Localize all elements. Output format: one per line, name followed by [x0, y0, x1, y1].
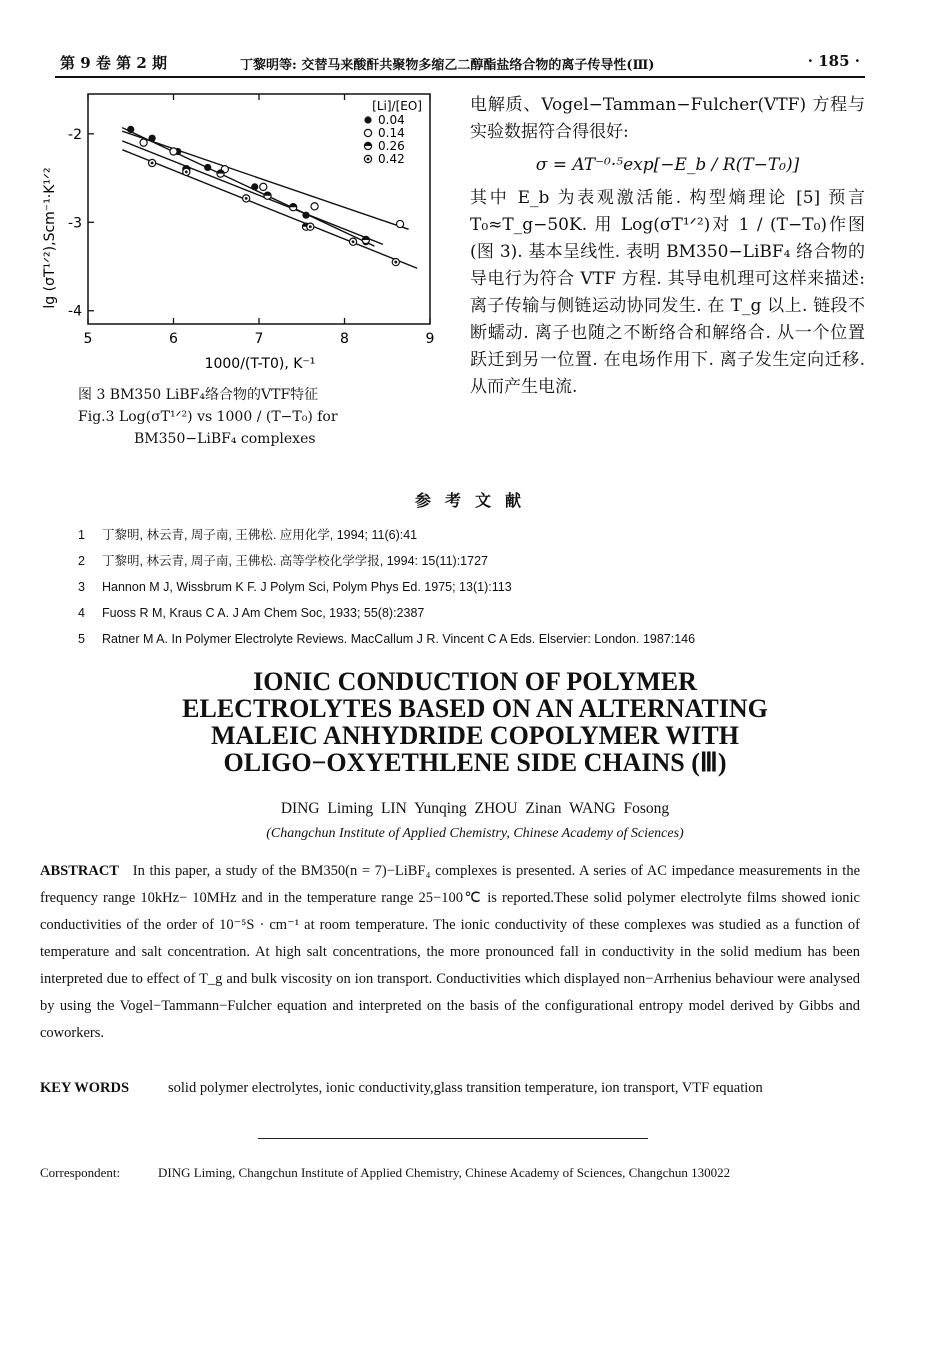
x-tick-label: 9 [425, 331, 435, 347]
divider [258, 1138, 648, 1139]
keywords-text: solid polymer electrolytes, ionic conductivity,glass transition temperature, ion transport, VTF equation [168, 1080, 763, 1096]
data-point-0.42-dot [352, 240, 355, 243]
reference-item: 5 Ratner M A. In Polymer Electrolyte Reviews. MacCallum J R. Vincent C A Eds. Elservier: London. 1987:146 [78, 632, 696, 646]
fit-line-0.42 [122, 150, 417, 269]
legend-label: 0.42 [378, 152, 405, 166]
reference-item: 2 丁黎明, 林云青, 周子南, 王佛松. 高等学校化学学报, 1994: 15(11):1727 [78, 554, 488, 568]
legend-marker-0.14 [364, 129, 371, 136]
data-point-0.42-dot [185, 170, 188, 173]
data-point-0.14 [140, 139, 147, 146]
correspondent-text: DING Liming, Changchun Institute of Applied Chemistry, Chinese Academy of Sciences, Changchun 130022 [158, 1165, 731, 1180]
keywords-label: KEY WORDS [40, 1080, 130, 1096]
x-tick-label: 6 [169, 331, 178, 347]
x-tick-label: 7 [254, 331, 264, 347]
data-point-0.04 [149, 135, 156, 142]
article-title: IONIC CONDUCTION OF POLYMER ELECTROLYTES BASED ON AN ALTERNATING MALEIC ANHYDRIDE COPOLYMER WITH OLIGO−OXYETHLENE SIDE CHAINS (Ⅲ) [182, 667, 768, 777]
legend-label: 0.04 [378, 113, 405, 127]
data-point-0.14 [311, 203, 318, 210]
figure-caption [78, 384, 438, 450]
y-tick-label: -4 [68, 303, 82, 320]
paragraph-2: 其中 E_b 为表观激活能. 构型熵理论 [5] 预言 T₀≈T_g−50K. 用 Log(σT¹ᐟ²)对 1 / (T−T₀)作图(图 3). 基本呈线性. 表明 BM350−LiBF₄ 络合物的导电行为符合 VTF 方程. 其导电机理可这样来描述: 离子传输与侧链运动协同发生. 在 T_g 以上. 链段不断蠕动. 离子也随之不断络合和解络合. 从一个位置跃迁到另一位置. 在电场作用下. 离子发生定向迁移. 从而产生电流. [470, 188, 865, 397]
data-point-0.14 [170, 148, 177, 155]
reference-item: 4 Fuoss R M, Kraus C A. J Am Chem Soc, 1933; 55(8):2387 [78, 606, 425, 620]
vtf-chart [40, 88, 440, 378]
fit-line-0.26 [122, 141, 383, 245]
data-point-0.14 [396, 220, 403, 227]
running-title: 丁黎明等: 交替马来酸酐共聚物多缩乙二醇酯盐络合物的离子传导性(Ⅲ) [240, 58, 655, 73]
reference-item: 3 Hannon M J, Wissbrum K F. J Polym Sci, Polym Phys Ed. 1975; 13(1):113 [78, 580, 512, 594]
data-point-0.04 [251, 183, 258, 190]
caption-en-line-1: Fig.3 Log(σT¹ᐟ²) vs 1000 / (T−T₀) for [78, 409, 338, 425]
correspondent-label: Correspondent: [40, 1165, 121, 1180]
legend-marker-0.42-dot [367, 158, 370, 161]
caption-en [78, 406, 438, 450]
author-list: DING Liming LIN Yunqing ZHOU Zinan WANG Fosong [280, 800, 670, 817]
legend-title: [Li]/[EO] [372, 99, 422, 113]
y-tick-label: -3 [68, 215, 82, 232]
abstract-text: In this paper, a study of the BM350(n = 7)−LiBF₄ complexes is presented. A series of AC impedance measurements in the frequency range 10kHz− 10MHz and in the temperature range 25−100℃ is reported.These solid polymer electrolyte films showed ionic conductivities of the order of 10⁻⁵S · cm⁻¹ at room temperature. The ionic conductivity of these complexes was studied as a function of temperature and salt concentration. At high salt concentrations, the more pronounced fall in conductivity in the solid medium has been interpreted due to effect of T_g and bulk viscosity on ion transport. Conductivities which displayed non−Arrhenius behaviour were analysed by using the Vogel−Tammann−Fulcher equation and interpreted on the basis of the configurational entropy model derived by Gibbs and coworkers. [40, 863, 860, 1041]
header-rule [55, 76, 865, 78]
y-axis-label: lg (σT¹ᐟ²),Scm⁻¹·K¹ᐟ² [42, 167, 58, 309]
caption-cn: 图 3 BM350 LiBF₄络合物的VTF特征 [78, 387, 319, 403]
abstract [40, 858, 860, 1047]
fit-line-0.04 [122, 128, 374, 247]
vtf-formula: σ = AT⁻⁰·⁵exp[−E_b / R(T−T₀)] [535, 155, 800, 175]
data-point-0.04 [127, 126, 134, 133]
data-point-0.04 [204, 164, 211, 171]
legend-marker-0.04 [364, 116, 371, 123]
references-heading: 参考文献 [414, 491, 535, 510]
data-point-0.14 [260, 183, 267, 190]
data-point-0.42-dot [394, 261, 397, 264]
page-number: · 185 · [807, 52, 860, 70]
legend-label: 0.14 [378, 126, 405, 140]
x-tick-label: 5 [83, 331, 93, 347]
paragraph-1: 电解质、Vogel−Tamman−Fulcher(VTF) 方程与实验数据符合得很好: [470, 95, 865, 142]
caption-en-line-2: BM350−LiBF₄ complexes [134, 431, 316, 447]
data-point-0.42-dot [151, 162, 154, 165]
y-tick-label: -2 [68, 126, 82, 143]
reference-item: 1 丁黎明, 林云青, 周子南, 王佛松. 应用化学, 1994; 11(6):41 [78, 528, 418, 542]
data-point-0.42-dot [309, 225, 312, 228]
journal-volume: 第 9 卷 第 2 期 [60, 54, 167, 72]
body-text-right [470, 92, 865, 401]
data-point-0.04 [302, 212, 309, 219]
abstract-label: ABSTRACT [40, 863, 119, 879]
data-point-0.42-dot [245, 197, 248, 200]
affiliation: (Changchun Institute of Applied Chemistry, Chinese Academy of Sciences) [266, 826, 684, 841]
legend-label: 0.26 [378, 139, 405, 153]
x-tick-label: 8 [340, 331, 349, 347]
x-axis-label: 1000/(T-T0), K⁻¹ [204, 356, 316, 372]
reference-list [78, 522, 878, 652]
